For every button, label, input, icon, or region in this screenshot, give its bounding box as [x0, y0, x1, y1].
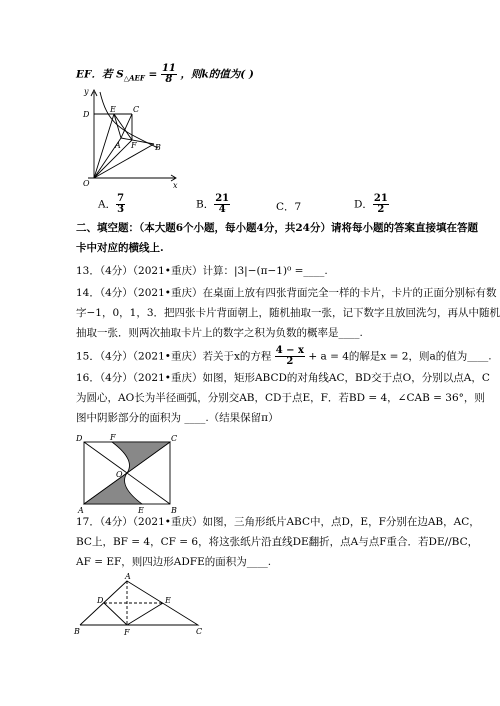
label-F: F — [131, 141, 137, 150]
question-17-line3: AF = EF，则四边形ADFE的面积为____. — [76, 556, 272, 568]
label-D: D — [97, 596, 104, 605]
label-E: E — [138, 506, 144, 515]
label-B: B — [155, 143, 161, 152]
q10-eq: = — [148, 68, 158, 81]
question-16-line2: 为圆心，AO长为半径画弧，分别交AB，CD于点E，F．若BD = 4，∠CAB = 36°，则 — [76, 392, 485, 404]
question-14-line2: 字−1，0，1，3．把四张卡片背面朝上，随机抽取一张，记下数字且放回洗匀，再从中随机 — [76, 307, 500, 319]
label-A: A — [125, 573, 131, 581]
section-heading-line1: 二、填空题：（本大题6个小题，每小题4分，共24分）请将每小题的答案直接填在答题 — [76, 222, 478, 234]
label-A: A — [78, 506, 84, 515]
label-D: D — [83, 110, 90, 119]
label-y: y — [84, 87, 89, 96]
label-B: B — [171, 506, 177, 515]
option-b: B． $\frac{21}{4}$ — [196, 193, 230, 215]
q15-suffix: + a = 4的解是x = 2，则a的值为____. — [308, 350, 492, 363]
label-E: E — [165, 596, 171, 605]
question-16-line1: 16．（4分）（2021•重庆）如图，矩形ABCD的对角线AC，BD交于点O，分别以点A，C — [76, 372, 490, 384]
question-14-line3: 抽取一张．则两次抽取卡片上的数字之积为负数的概率是____. — [76, 327, 363, 339]
q15-prefix: 15．（4分）（2021•重庆）若关于x的方程 — [76, 350, 272, 363]
q10-fraction: $\frac{11}{8}$ — [161, 63, 176, 85]
question-14-line1: 14．（4分）（2021•重庆）在桌面上放有四张背面完全一样的卡片，卡片的正面分别标有数 — [76, 287, 497, 299]
label-A: A — [115, 141, 121, 150]
label-F: F — [110, 433, 116, 442]
q10-text-suffix: ，则k的值为( ) — [180, 68, 254, 81]
label-B: B — [74, 627, 80, 636]
section-heading-line2: 卡中对应的横线上. — [76, 242, 164, 254]
option-d: D． $\frac{21}{2}$ — [354, 193, 388, 215]
figure-q10-graph — [76, 86, 186, 190]
label-E: E — [110, 105, 116, 114]
figure-q16-rectangle — [74, 432, 184, 516]
question-13: 13．（4分）（2021•重庆）计算：|3|−(π−1)⁰ =____. — [76, 265, 328, 277]
label-C: C — [133, 105, 140, 114]
line-EF — [127, 603, 163, 625]
label-x: x — [173, 181, 178, 190]
q10-tail-line — [76, 64, 254, 86]
question-17-line2: BC上，BF = 4，CF = 6，将这张纸片沿直线DE翻折，点A与点F重合．若DE//BC， — [76, 536, 479, 548]
line-DF — [104, 603, 127, 625]
question-16-line3: 图中阴影部分的面积为 ____.（结果保留π） — [76, 412, 279, 424]
question-17-line1: 17．（4分）（2021•重庆）如图，三角形纸片ABC中，点D，E，F分别在边AB，AC， — [76, 516, 480, 528]
label-D: D — [76, 434, 83, 443]
q10-text-prefix: EF．若 S — [76, 68, 124, 81]
label-C: C — [171, 434, 178, 443]
option-a: A． $\frac{7}{3}$ — [98, 193, 125, 215]
label-O: O — [83, 179, 90, 188]
q10-subscript: △AEF — [123, 73, 145, 83]
option-c: C．7 — [276, 201, 302, 213]
label-O: O — [116, 470, 123, 479]
question-15 — [76, 346, 492, 367]
label-C: C — [196, 627, 203, 636]
q15-fraction: $\frac{4 - x}{2}$ — [275, 345, 304, 367]
label-F: F — [124, 628, 130, 637]
figure-q17-triangle — [72, 573, 212, 637]
